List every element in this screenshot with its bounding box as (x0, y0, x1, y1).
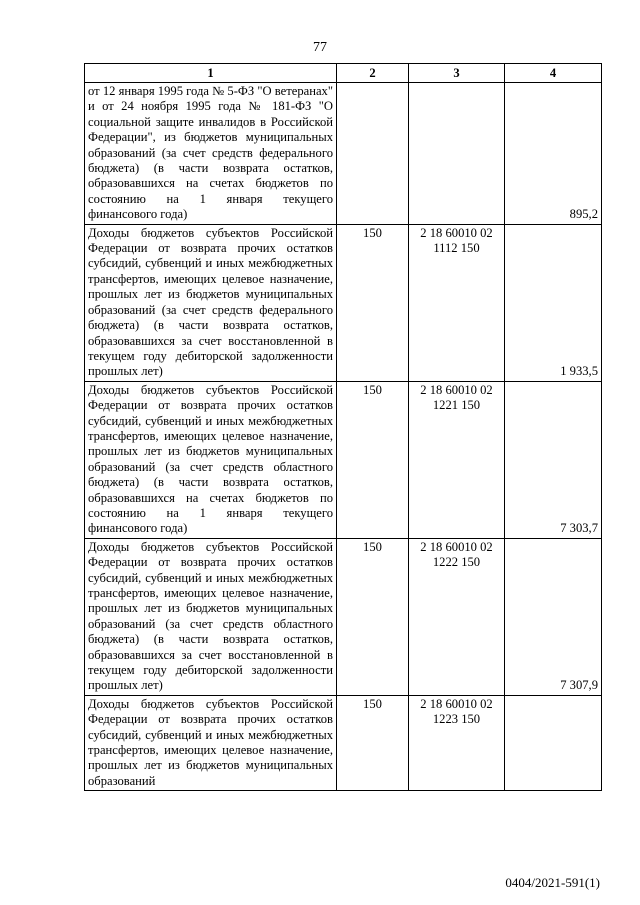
row-amount: 7 307,9 (505, 538, 602, 695)
row-admin-code: 150 (337, 381, 409, 538)
row-classification-code: 2 18 60010 02 1222 150 (409, 538, 505, 695)
row-admin-code: 150 (337, 538, 409, 695)
row-description: Доходы бюджетов субъектов Российской Федерации от возврата прочих остатков субсидий, субвенций и иных межбюджетных трансфертов, имеющих целевое назначение, прошлых лет из бюджетов муниципальных образований (за счет средств областного бюджета) (в части возврата остатков, образовавшихся за счет восстановленной в текущем году дебиторской задолженности прошлых лет) (85, 538, 337, 695)
row-amount (505, 695, 602, 790)
row-classification-code (409, 83, 505, 225)
table-row (85, 695, 602, 790)
row-admin-code (337, 83, 409, 225)
column-header-3: 3 (409, 64, 505, 83)
row-classification-code: 2 18 60010 02 1112 150 (409, 224, 505, 381)
row-amount: 895,2 (505, 83, 602, 225)
table-header-row (85, 64, 602, 83)
row-classification-code: 2 18 60010 02 1223 150 (409, 695, 505, 790)
table-row (85, 83, 602, 225)
table-row (85, 381, 602, 538)
row-admin-code: 150 (337, 224, 409, 381)
table-row (85, 224, 602, 381)
row-amount: 7 303,7 (505, 381, 602, 538)
row-description: Доходы бюджетов субъектов Российской Федерации от возврата прочих остатков субсидий, субвенций и иных межбюджетных трансфертов, имеющих целевое назначение, прошлых лет из бюджетов муниципальных образований (за счет средств федерального бюджета) (в части возврата остатков, образовавшихся за счет восстановленной в текущем году дебиторской задолженности прошлых лет) (85, 224, 337, 381)
page-number: 77 (313, 40, 327, 55)
row-amount: 1 933,5 (505, 224, 602, 381)
revenue-table (84, 63, 602, 791)
document-id: 0404/2021-591(1) (505, 875, 600, 890)
row-description: Доходы бюджетов субъектов Российской Федерации от возврата прочих остатков субсидий, субвенций и иных межбюджетных трансфертов, имеющих целевое назначение, прошлых лет из бюджетов муниципальных образований (за счет средств областного бюджета) (в части возврата остатков, образовавшихся на счетах бюджетов по состоянию на 1 января текущего финансового года) (85, 381, 337, 538)
row-admin-code: 150 (337, 695, 409, 790)
column-header-1: 1 (85, 64, 337, 83)
row-description: Доходы бюджетов субъектов Российской Федерации от возврата прочих остатков субсидий, субвенций и иных межбюджетных трансфертов, имеющих целевое назначение, прошлых лет из бюджетов муниципальных образований (85, 695, 337, 790)
row-classification-code: 2 18 60010 02 1221 150 (409, 381, 505, 538)
column-header-2: 2 (337, 64, 409, 83)
row-description: от 12 января 1995 года № 5-ФЗ "О ветеранах" и от 24 ноября 1995 года № 181-ФЗ "О социальной защите инвалидов в Российской Федерации", из бюджетов муниципальных образований (за счет средств федерального бюджета) (в части возврата остатков, образовавшихся на счетах бюджетов по состоянию на 1 января текущего финансового года) (85, 83, 337, 225)
column-header-4: 4 (505, 64, 602, 83)
table-row (85, 538, 602, 695)
